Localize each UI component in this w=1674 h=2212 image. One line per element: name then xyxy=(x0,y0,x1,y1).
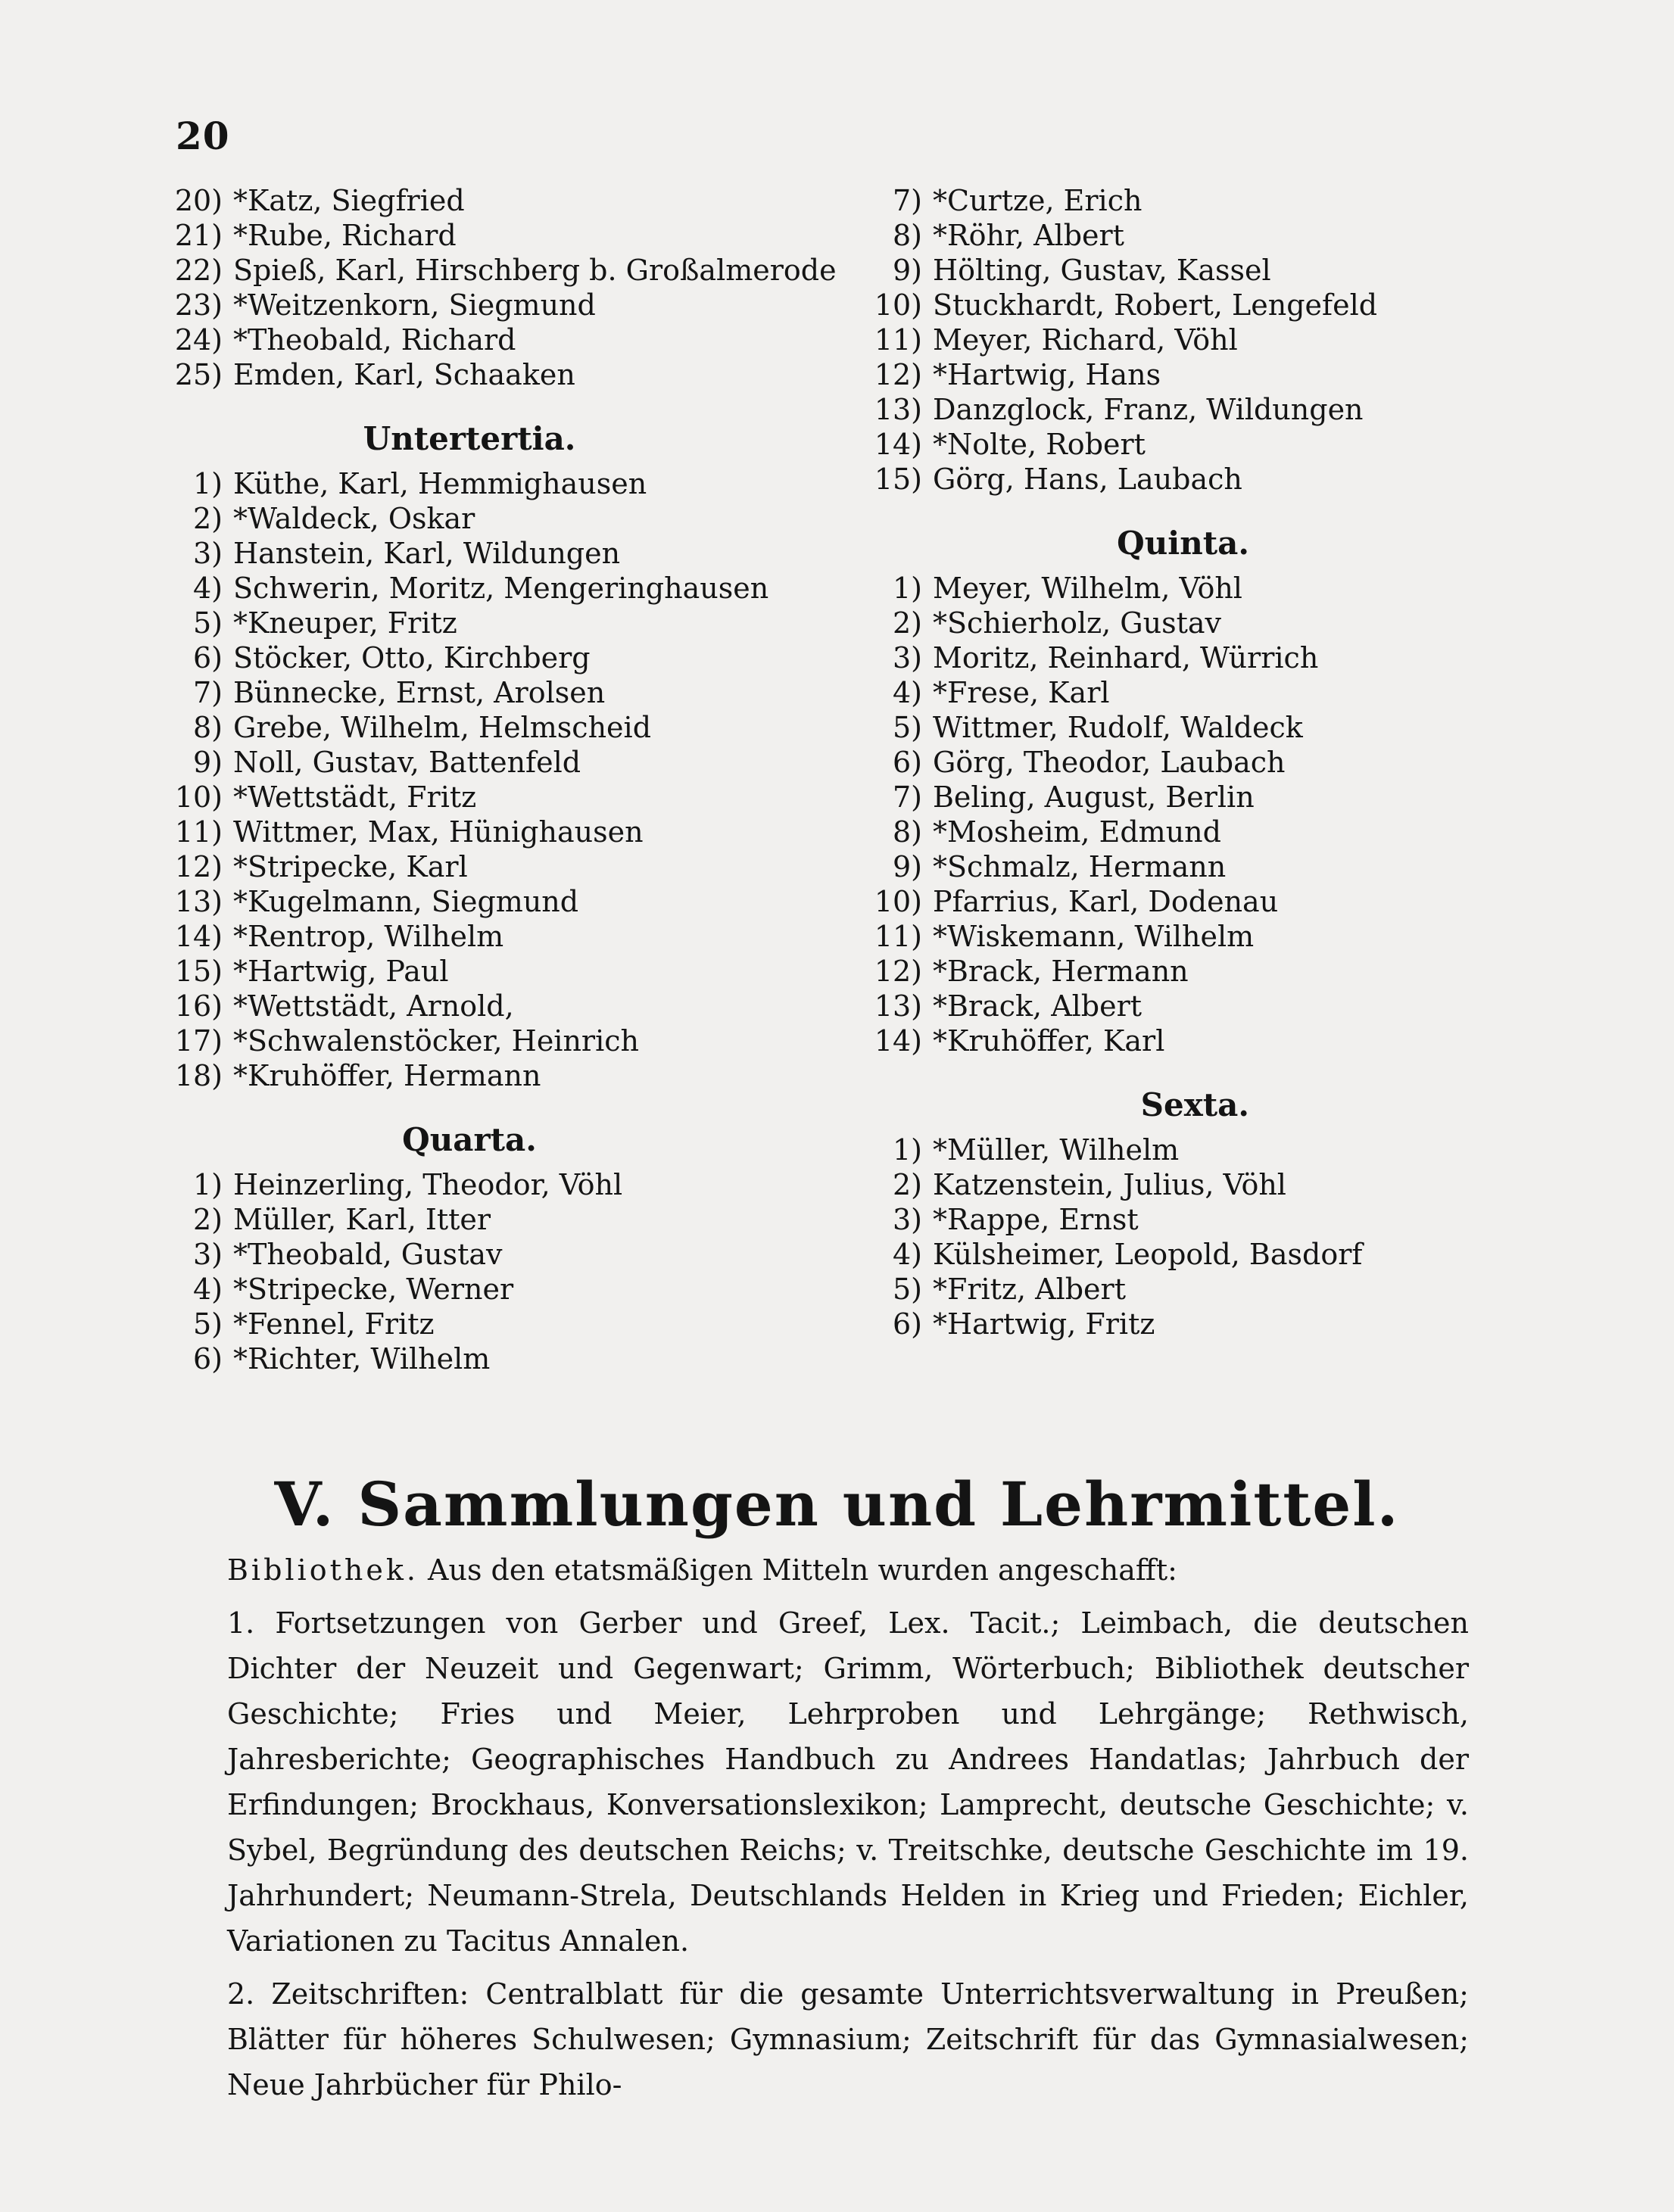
list-item-name: Wittmer, Rudolf, Waldeck xyxy=(933,711,1303,744)
list-item-name: *Mosheim, Edmund xyxy=(933,815,1221,849)
list-item-number: 11) xyxy=(174,815,223,849)
list-item-number: 5) xyxy=(192,606,223,640)
section-body xyxy=(227,1547,1469,2115)
list-item-name: *Kneuper, Fritz xyxy=(233,606,457,640)
list-item-name: Spieß, Karl, Hirschberg b. Großalmerode xyxy=(233,254,837,287)
list-item xyxy=(871,1307,1461,1341)
list-item xyxy=(174,288,856,322)
list-item xyxy=(871,322,1461,357)
list-item-number: 9) xyxy=(892,254,922,287)
list-item xyxy=(174,919,856,954)
list-item-name: *Theobald, Richard xyxy=(233,323,516,357)
list-item xyxy=(871,606,1461,640)
list-item-name: Hanstein, Karl, Wildungen xyxy=(233,537,621,570)
list-item-name: Meyer, Wilhelm, Vöhl xyxy=(933,572,1242,605)
list-item-name: *Fennel, Fritz xyxy=(233,1307,435,1341)
list-item-name: *Brack, Hermann xyxy=(933,955,1189,988)
list-item-name: Stuckhardt, Robert, Lengefeld xyxy=(933,288,1378,322)
list-item xyxy=(174,218,856,253)
list-item xyxy=(871,1023,1461,1058)
list-item-number: 8) xyxy=(892,219,922,252)
list-item xyxy=(871,183,1461,218)
list-item-name: Moritz, Reinhard, Würrich xyxy=(933,641,1319,675)
list-item xyxy=(871,253,1461,288)
list-item-number: 4) xyxy=(892,676,922,709)
list-item-number: 2) xyxy=(192,1203,223,1236)
list-item-number: 3) xyxy=(192,1238,223,1271)
list-item-number: 21) xyxy=(174,219,223,252)
list-item-name: *Nolte, Robert xyxy=(933,428,1146,461)
list-item xyxy=(871,954,1461,989)
list-item-number: 5) xyxy=(192,1307,223,1341)
list-a-left xyxy=(174,183,856,392)
list-item-name: Beling, August, Berlin xyxy=(933,780,1255,814)
list-item-number: 9) xyxy=(192,746,223,779)
list-item xyxy=(174,884,856,919)
page-number: 20 xyxy=(176,114,230,158)
list-item-name: Müller, Karl, Itter xyxy=(233,1203,491,1236)
heading-untertertia: Untertertia. xyxy=(363,420,576,457)
list-item-name: *Richter, Wilhelm xyxy=(233,1342,491,1375)
list-untertertia xyxy=(174,466,856,1093)
list-item xyxy=(871,1272,1461,1307)
list-item xyxy=(174,780,856,815)
list-item-number: 3) xyxy=(892,1203,922,1236)
list-item-name: Emden, Karl, Schaaken xyxy=(233,358,575,391)
list-item-name: Heinzerling, Theodor, Vöhl xyxy=(233,1168,623,1201)
list-item-name: Hölting, Gustav, Kassel xyxy=(933,254,1271,287)
list-item-number: 5) xyxy=(892,711,922,744)
list-item-name: *Kruhöffer, Hermann xyxy=(233,1059,541,1092)
list-item xyxy=(174,745,856,780)
list-item xyxy=(174,1341,856,1376)
heading-quarta: Quarta. xyxy=(402,1121,537,1158)
list-item-name: *Stripecke, Werner xyxy=(233,1273,514,1306)
list-item xyxy=(871,1167,1461,1202)
list-item xyxy=(871,357,1461,392)
list-item xyxy=(871,780,1461,815)
list-item xyxy=(871,815,1461,849)
list-item xyxy=(871,675,1461,710)
left-column xyxy=(174,183,856,1376)
list-item-name: *Wettstädt, Fritz xyxy=(233,780,477,814)
list-item-number: 1) xyxy=(192,1168,223,1201)
list-item xyxy=(871,218,1461,253)
list-item-number: 4) xyxy=(192,572,223,605)
list-item-number: 6) xyxy=(192,641,223,675)
list-item-number: 12) xyxy=(174,850,223,883)
intro-keyword: Bibliothek. xyxy=(227,1553,419,1587)
list-item-number: 11) xyxy=(874,323,922,357)
list-item xyxy=(871,989,1461,1023)
list-item xyxy=(174,253,856,288)
list-item xyxy=(174,1272,856,1307)
right-column xyxy=(871,183,1461,1341)
list-item xyxy=(871,1132,1461,1167)
list-item-name: Külsheimer, Leopold, Basdorf xyxy=(933,1238,1363,1271)
list-item-number: 4) xyxy=(892,1238,922,1271)
paragraph-1: 1. Fortsetzungen von Gerber und Greef, Lex. Tacit.; Leimbach, die deutschen Dichter der Neuzeit und Gegenwart; Grimm, Wörterbuch; Bibliothek deutscher Geschichte; Fries und Meier, Lehrproben und Lehrgänge; Rethwisch, Jahresberichte; Geographisches Handbuch zu Andrees Handatlas; Jahrbuch der Erfindungen; Brockhaus, Konversationslexikon; Lamprecht, deutsche Geschichte; v. Sybel, Begründung des deutschen Reichs; v. Treitschke, deutsche Geschichte im 19. Jahrhundert; Neumann-Strela, Deutschlands Helden in Krieg und Frieden; Eichler, Variationen zu Tacitus Annalen. xyxy=(227,1606,1469,1958)
list-item-name: Danzglock, Franz, Wildungen xyxy=(933,393,1364,426)
list-item-number: 16) xyxy=(174,989,223,1023)
list-item xyxy=(174,466,856,501)
list-item xyxy=(871,640,1461,675)
list-item xyxy=(174,571,856,606)
list-item-name: Wittmer, Max, Hünighausen xyxy=(233,815,644,849)
list-item xyxy=(174,1167,856,1202)
list-item-number: 6) xyxy=(192,1342,223,1375)
list-item xyxy=(174,815,856,849)
paragraph-2: 2. Zeitschriften: Centralblatt für die gesamte Unterrichtsverwaltung in Preußen; Blätter für höheres Schulwesen; Gymnasium; Zeitschrift für das Gymnasialwesen; Neue Jahrbücher für Philo- xyxy=(227,1977,1469,2101)
list-item-number: 6) xyxy=(892,1307,922,1341)
list-item xyxy=(174,675,856,710)
list-item-number: 15) xyxy=(174,955,223,988)
list-item xyxy=(174,1023,856,1058)
list-item-number: 13) xyxy=(174,885,223,918)
list-item xyxy=(174,606,856,640)
list-item-number: 3) xyxy=(192,537,223,570)
list-item xyxy=(174,640,856,675)
list-item-number: 12) xyxy=(874,955,922,988)
list-item-number: 18) xyxy=(174,1059,223,1092)
list-item-number: 13) xyxy=(874,989,922,1023)
list-item xyxy=(871,710,1461,745)
list-item-number: 10) xyxy=(874,288,922,322)
list-item-name: *Katz, Siegfried xyxy=(233,184,465,217)
list-item-name: Stöcker, Otto, Kirchberg xyxy=(233,641,591,675)
list-item xyxy=(174,1237,856,1272)
list-item-name: Meyer, Richard, Vöhl xyxy=(933,323,1238,357)
list-item-name: *Wettstädt, Arnold, xyxy=(233,989,514,1023)
list-item-name: Grebe, Wilhelm, Helmscheid xyxy=(233,711,652,744)
list-item xyxy=(174,357,856,392)
list-item-number: 3) xyxy=(892,641,922,675)
list-item xyxy=(174,849,856,884)
list-item xyxy=(174,710,856,745)
list-a-right xyxy=(871,183,1461,497)
list-item-name: *Hartwig, Paul xyxy=(233,955,449,988)
list-item-name: Noll, Gustav, Battenfeld xyxy=(233,746,581,779)
list-item-name: *Waldeck, Oskar xyxy=(233,502,475,535)
list-item-name: *Müller, Wilhelm xyxy=(933,1133,1180,1167)
list-item-number: 10) xyxy=(874,885,922,918)
list-item-number: 25) xyxy=(174,358,223,391)
list-item-name: *Theobald, Gustav xyxy=(233,1238,503,1271)
list-item-name: Bünnecke, Ernst, Arolsen xyxy=(233,676,606,709)
list-item xyxy=(871,919,1461,954)
list-item-number: 7) xyxy=(892,780,922,814)
heading-sexta: Sexta. xyxy=(1140,1086,1249,1123)
list-item-name: Schwerin, Moritz, Mengeringhausen xyxy=(233,572,769,605)
list-item-number: 2) xyxy=(892,606,922,640)
list-item-number: 22) xyxy=(174,254,223,287)
section-title: V. Sammlungen und Lehrmittel. xyxy=(274,1469,1400,1540)
list-item xyxy=(174,536,856,571)
list-item-name: *Rappe, Ernst xyxy=(933,1203,1139,1236)
list-item-name: Pfarrius, Karl, Dodenau xyxy=(933,885,1279,918)
list-item xyxy=(871,1202,1461,1237)
list-item-number: 14) xyxy=(174,920,223,953)
list-item-number: 14) xyxy=(874,1024,922,1058)
list-item-name: Küthe, Karl, Hemmighausen xyxy=(233,467,647,500)
list-item xyxy=(174,322,856,357)
list-item-number: 2) xyxy=(192,502,223,535)
list-item-name: *Rube, Richard xyxy=(233,219,457,252)
list-item-name: *Frese, Karl xyxy=(933,676,1110,709)
list-item xyxy=(174,501,856,536)
list-item xyxy=(871,849,1461,884)
list-sexta xyxy=(871,1132,1461,1341)
list-item-number: 15) xyxy=(874,463,922,496)
list-item-number: 24) xyxy=(174,323,223,357)
list-item-number: 23) xyxy=(174,288,223,322)
list-item-name: *Fritz, Albert xyxy=(933,1273,1126,1306)
list-item-number: 9) xyxy=(892,850,922,883)
list-item-name: *Schmalz, Hermann xyxy=(933,850,1227,883)
intro-text: Aus den etatsmäßigen Mitteln wurden angeschafft: xyxy=(428,1553,1177,1587)
list-item-number: 1) xyxy=(892,572,922,605)
list-item-name: *Kruhöffer, Karl xyxy=(933,1024,1165,1058)
list-item-number: 1) xyxy=(892,1133,922,1167)
list-item-number: 17) xyxy=(174,1024,223,1058)
list-item-number: 5) xyxy=(892,1273,922,1306)
list-item-name: *Curtze, Erich xyxy=(933,184,1142,217)
list-quarta xyxy=(174,1167,856,1376)
list-item-name: *Stripecke, Karl xyxy=(233,850,468,883)
list-item-name: *Rentrop, Wilhelm xyxy=(233,920,504,953)
list-item-number: 8) xyxy=(892,815,922,849)
list-item-name: *Schwalenstöcker, Heinrich xyxy=(233,1024,640,1058)
list-item-number: 2) xyxy=(892,1168,922,1201)
list-item xyxy=(174,183,856,218)
list-quinta xyxy=(871,571,1461,1058)
list-item xyxy=(871,427,1461,462)
list-item xyxy=(174,1307,856,1341)
list-item-name: Görg, Hans, Laubach xyxy=(933,463,1242,496)
list-item-number: 12) xyxy=(874,358,922,391)
list-item-number: 8) xyxy=(192,711,223,744)
list-item xyxy=(871,1237,1461,1272)
list-item-number: 14) xyxy=(874,428,922,461)
list-item-name: *Wiskemann, Wilhelm xyxy=(933,920,1255,953)
list-item-number: 1) xyxy=(192,467,223,500)
list-item-name: *Brack, Albert xyxy=(933,989,1142,1023)
list-item-number: 7) xyxy=(192,676,223,709)
list-item xyxy=(174,1058,856,1093)
list-item xyxy=(174,954,856,989)
list-item xyxy=(871,288,1461,322)
list-item xyxy=(174,989,856,1023)
list-item-number: 13) xyxy=(874,393,922,426)
list-item-number: 6) xyxy=(892,746,922,779)
list-item-number: 10) xyxy=(174,780,223,814)
list-item xyxy=(174,1202,856,1237)
list-item xyxy=(871,571,1461,606)
list-item xyxy=(871,884,1461,919)
list-item-name: *Röhr, Albert xyxy=(933,219,1124,252)
list-item-name: *Schierholz, Gustav xyxy=(933,606,1222,640)
intro-paragraph xyxy=(227,1547,1469,1593)
list-item-number: 7) xyxy=(892,184,922,217)
list-item-name: *Kugelmann, Siegmund xyxy=(233,885,579,918)
list-item xyxy=(871,745,1461,780)
list-item-name: *Hartwig, Fritz xyxy=(933,1307,1155,1341)
list-item-number: 20) xyxy=(174,184,223,217)
list-item-name: *Hartwig, Hans xyxy=(933,358,1161,391)
heading-quinta: Quinta. xyxy=(1117,525,1249,562)
list-item-number: 4) xyxy=(192,1273,223,1306)
list-item-name: Katzenstein, Julius, Vöhl xyxy=(933,1168,1286,1201)
list-item xyxy=(871,462,1461,497)
list-item-number: 11) xyxy=(874,920,922,953)
list-item xyxy=(871,392,1461,427)
list-item-name: *Weitzenkorn, Siegmund xyxy=(233,288,596,322)
list-item-name: Görg, Theodor, Laubach xyxy=(933,746,1286,779)
